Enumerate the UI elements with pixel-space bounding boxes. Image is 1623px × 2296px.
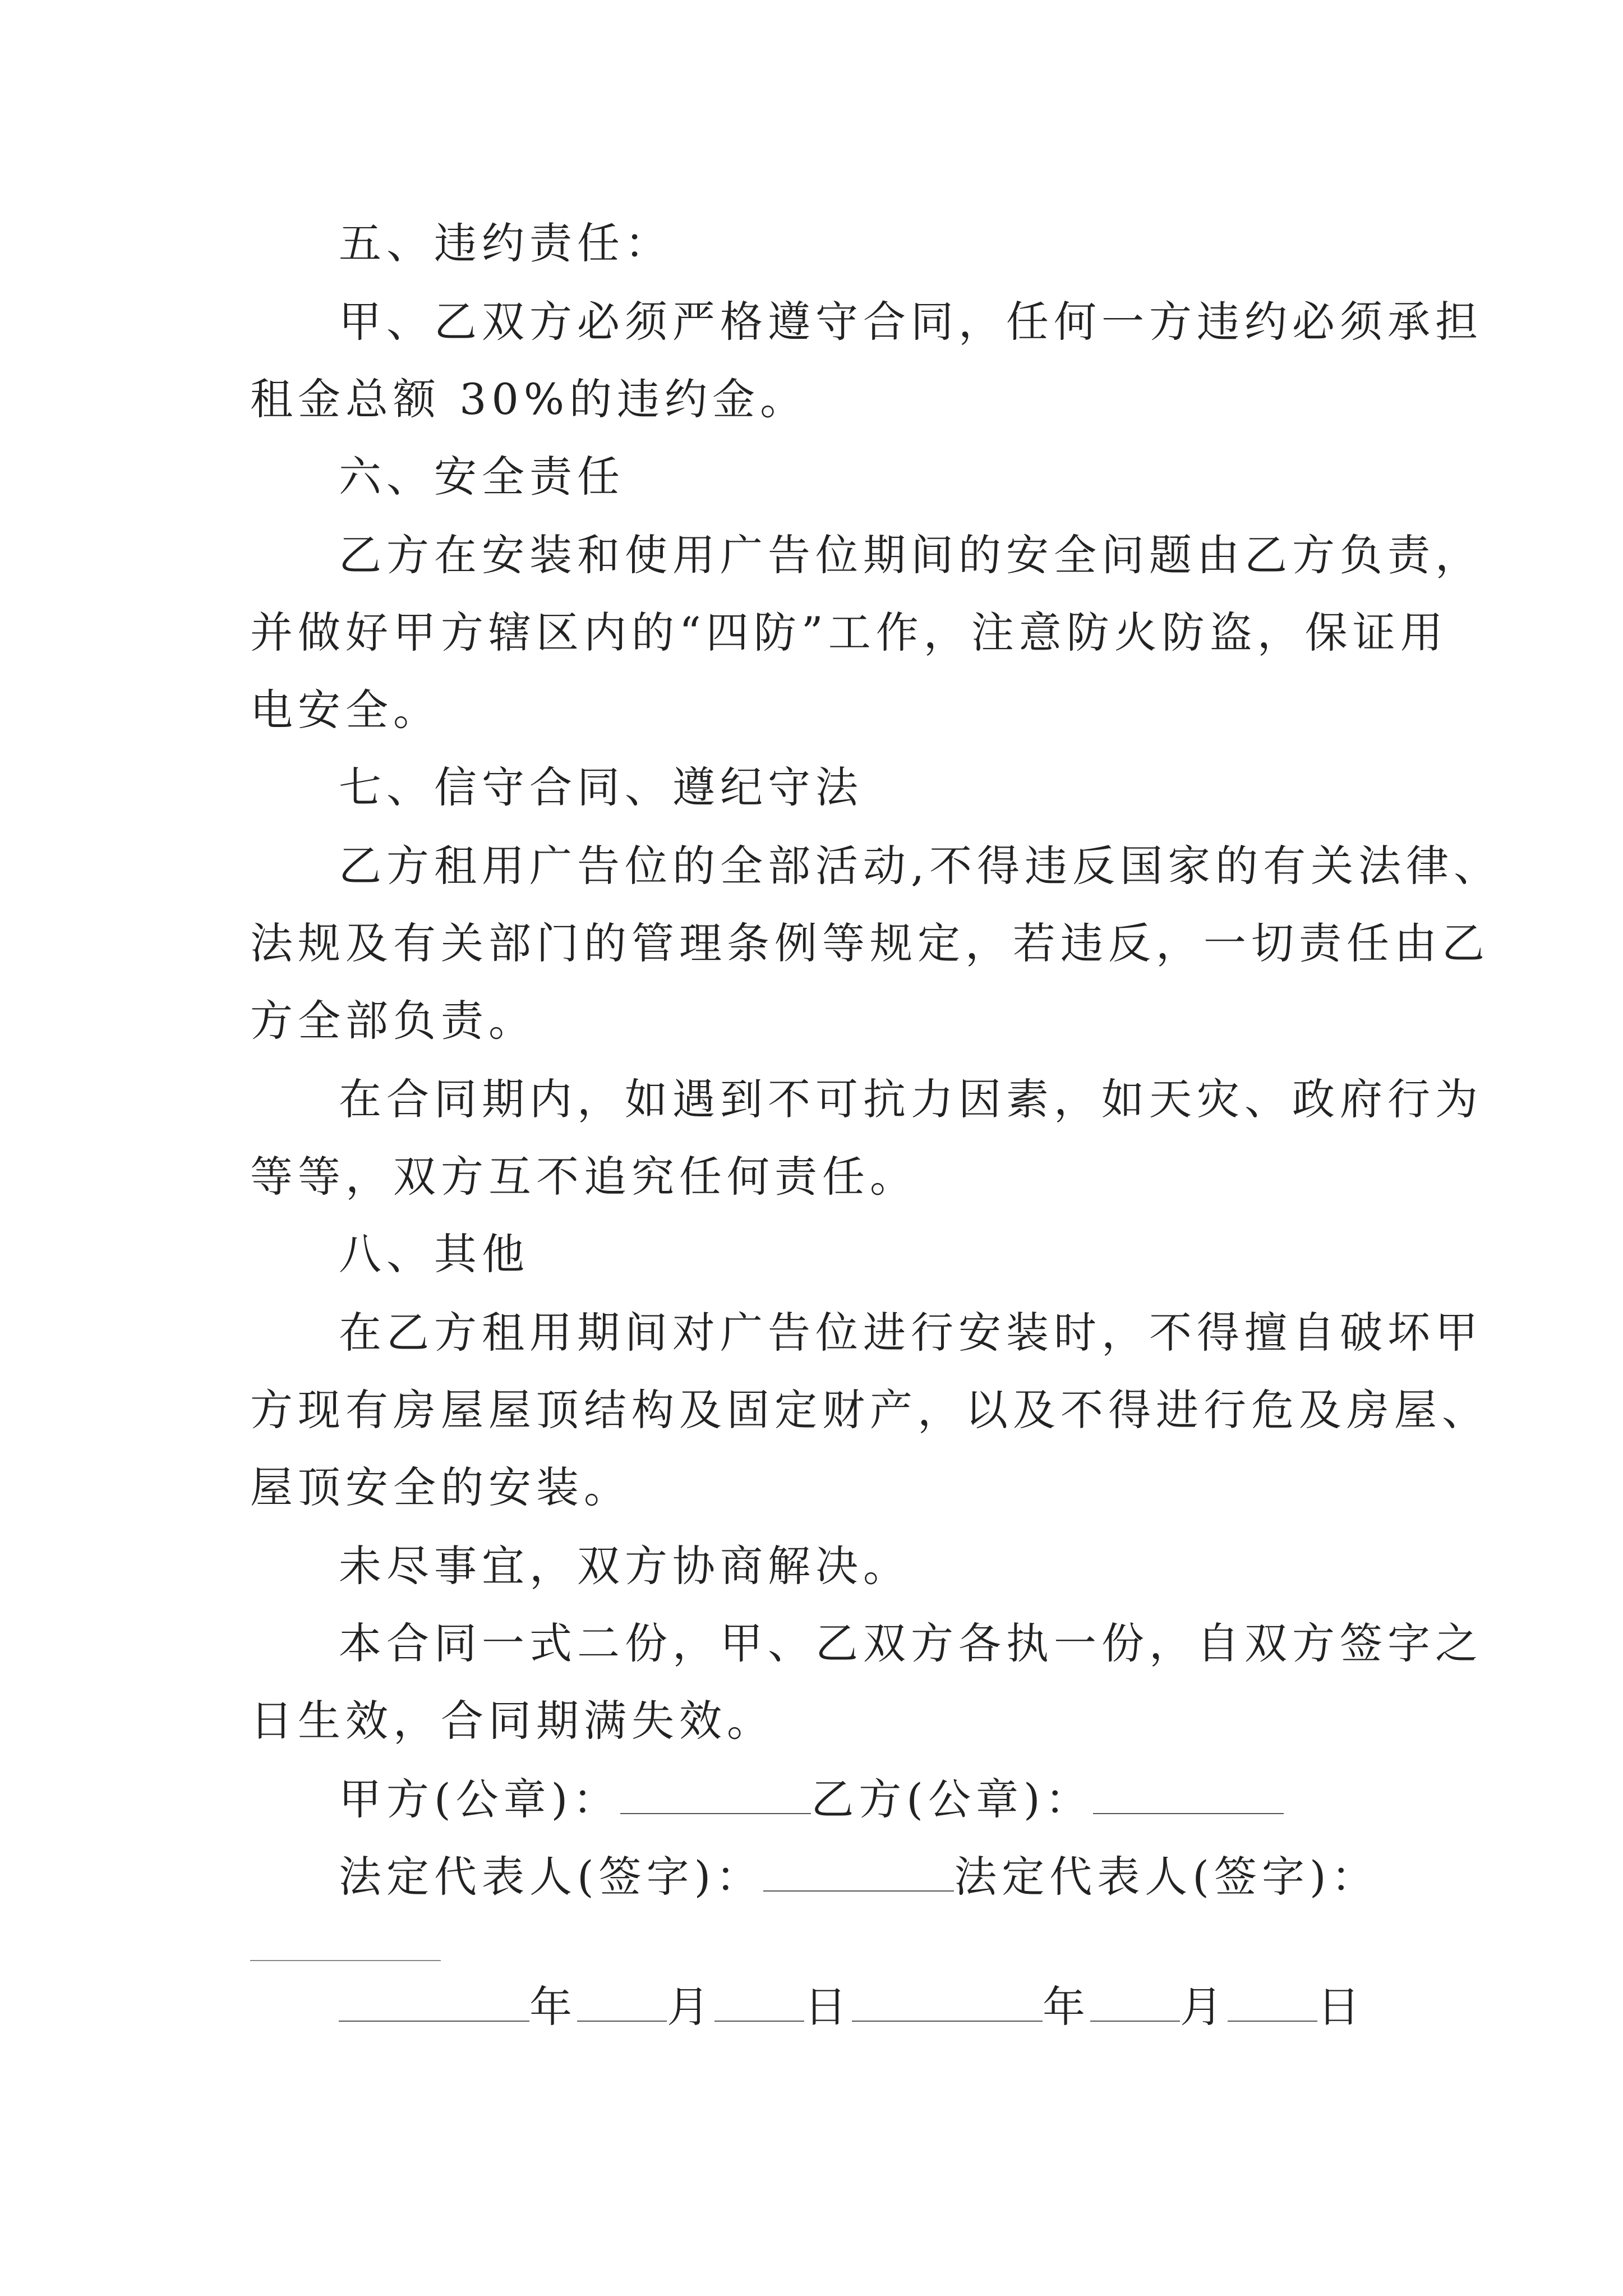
rep-a-label: 法定代表人(签字)： — [339, 1852, 764, 1902]
section-7-title: 七、信守合同、遵纪守法 — [339, 762, 863, 812]
section-8-title: 八、其他 — [339, 1229, 529, 1279]
section-5-line-2: 租金总额 30%的违约金。 — [250, 374, 808, 424]
section-6-title: 六、安全责任 — [339, 452, 625, 501]
section-6-line-1: 乙方在安装和使用广告位期间的安全问题由乙方负责， — [339, 530, 1483, 580]
date-b-month-label: 月 — [1180, 1982, 1228, 2032]
rep-b-blank[interactable] — [250, 1960, 441, 1961]
section-6-line-2: 并做好甲方辖区内的“四防”工作，注意防火防盗，保证用 — [250, 608, 1448, 657]
section-8-line-2: 方现有房屋屋顶结构及固定财产，以及不得进行危及房屋、 — [250, 1385, 1490, 1435]
section-7-line-2: 法规及有关部门的管理条例等规定，若违反，一切责任由乙 — [250, 918, 1490, 968]
section-5-title: 五、违约责任： — [339, 218, 672, 268]
date-b-month-blank[interactable] — [1090, 1981, 1180, 2022]
party-b-seal-blank[interactable] — [1093, 1774, 1284, 1814]
date-b-day-blank[interactable] — [1228, 1981, 1317, 2022]
section-7-line-1: 乙方租用广告位的全部活动,不得违反国家的有关法律、 — [339, 841, 1502, 891]
date-a-day-label: 日 — [804, 1982, 852, 2032]
section-8-line-3: 屋顶安全的安装。 — [250, 1462, 631, 1512]
date-b-year-blank[interactable] — [852, 1981, 1043, 2022]
representative-row — [339, 1849, 1379, 1905]
date-b-year-label: 年 — [1043, 1982, 1090, 2032]
date-b-day-label: 日 — [1317, 1982, 1365, 2032]
party-b-seal-label: 乙方(公章)： — [811, 1774, 1093, 1824]
date-row — [339, 1979, 1365, 2035]
date-a-year-blank[interactable] — [339, 1981, 529, 2022]
rep-b-label: 法定代表人(签字)： — [954, 1852, 1379, 1902]
date-a-month-label: 月 — [667, 1982, 714, 2032]
section-7-para2-line-2: 等等，双方互不追究任何责任。 — [250, 1152, 917, 1202]
section-7-line-3: 方全部负责。 — [250, 996, 536, 1046]
section-7-para2-line-1: 在合同期内，如遇到不可抗力因素，如天灾、政府行为 — [339, 1074, 1483, 1124]
seal-row — [339, 1772, 1284, 1828]
party-a-seal-blank[interactable] — [620, 1774, 811, 1814]
date-a-day-blank[interactable] — [714, 1981, 804, 2022]
section-8-para2: 未尽事宜，双方协商解决。 — [339, 1541, 911, 1591]
date-a-month-blank[interactable] — [577, 1981, 667, 2022]
rep-a-blank[interactable] — [763, 1851, 954, 1892]
date-a-year-label: 年 — [529, 1982, 577, 2032]
section-6-line-3: 电安全。 — [250, 685, 441, 735]
party-a-seal-label: 甲方(公章)： — [339, 1774, 621, 1824]
section-5-line-1: 甲、乙双方必须严格遵守合同，任何一方违约必须承担 — [339, 297, 1483, 347]
section-8-line-1: 在乙方租用期间对广告位进行安装时，不得擅自破坏甲 — [339, 1308, 1483, 1358]
section-8-para3-line-2: 日生效，合同期满失效。 — [250, 1696, 774, 1746]
section-8-para3-line-1: 本合同一式二份，甲、乙双方各执一份，自双方签字之 — [339, 1618, 1483, 1668]
